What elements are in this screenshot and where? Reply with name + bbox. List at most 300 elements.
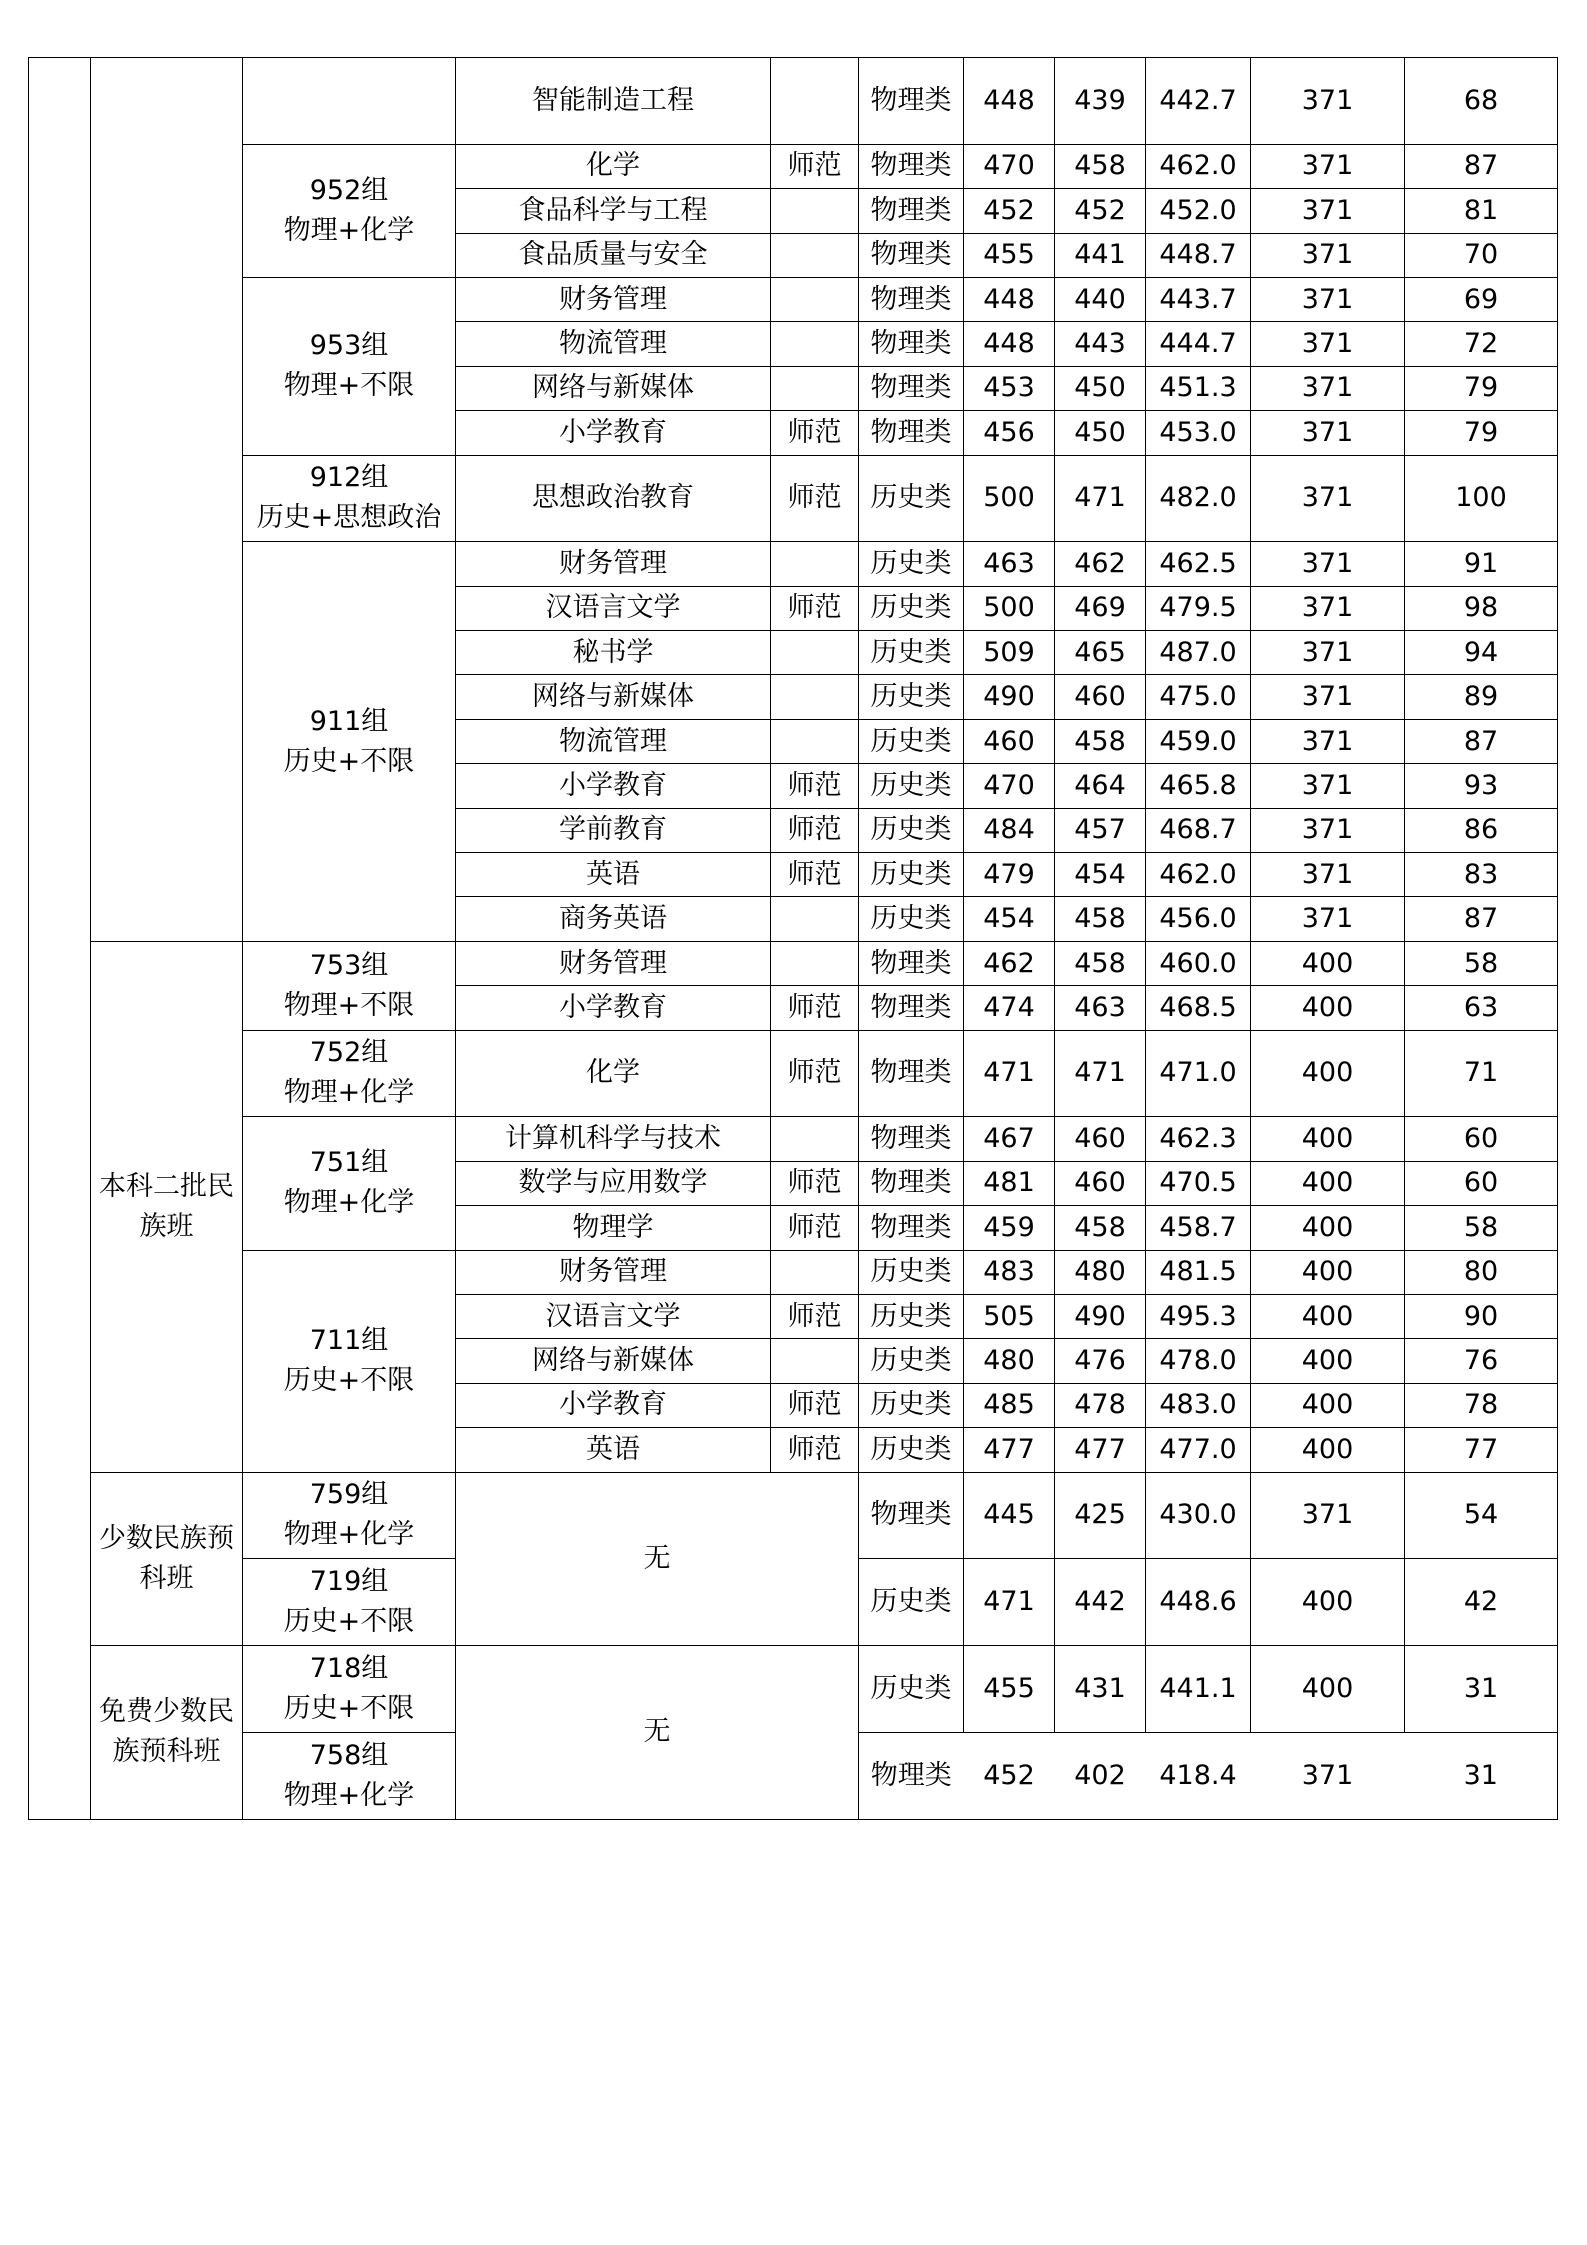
avg-score: 444.7 — [1146, 322, 1251, 366]
subject-type: 历史类 — [859, 764, 964, 808]
normal-tag: 师范 — [771, 1206, 859, 1250]
major-name: 学前教育 — [456, 808, 771, 852]
subject-type: 物理类 — [859, 411, 964, 455]
score-difference: 89 — [1405, 675, 1558, 719]
control-line: 371 — [1251, 897, 1405, 941]
min-score: 450 — [1055, 411, 1146, 455]
major-name: 网络与新媒体 — [456, 366, 771, 410]
normal-tag — [771, 1339, 859, 1383]
control-line: 371 — [1251, 366, 1405, 410]
major-name: 小学教育 — [456, 986, 771, 1030]
score-difference: 100 — [1405, 455, 1558, 542]
control-line: 371 — [1251, 586, 1405, 630]
group-cell — [243, 542, 456, 942]
avg-score: 462.0 — [1146, 853, 1251, 897]
group-subject: 物理+化学 — [283, 1187, 415, 1219]
table-row — [29, 1117, 1558, 1161]
group-subject: 物理+化学 — [283, 1519, 415, 1551]
min-score: 442 — [1055, 1559, 1146, 1646]
score-difference: 76 — [1405, 1339, 1558, 1383]
control-line: 371 — [1251, 853, 1405, 897]
major-name: 化学 — [456, 1030, 771, 1117]
subject-type: 物理类 — [859, 144, 964, 188]
subject-type: 历史类 — [859, 455, 964, 542]
major-name: 小学教育 — [456, 764, 771, 808]
min-score: 471 — [1055, 1030, 1146, 1117]
avg-score: 468.7 — [1146, 808, 1251, 852]
max-score: 500 — [964, 455, 1055, 542]
min-score: 440 — [1055, 277, 1146, 321]
subject-type: 历史类 — [859, 1339, 964, 1383]
group-subject: 物理+化学 — [283, 1779, 415, 1811]
score-difference: 90 — [1405, 1294, 1558, 1338]
control-line: 371 — [1251, 411, 1405, 455]
avg-score: 495.3 — [1146, 1294, 1251, 1338]
normal-tag: 师范 — [771, 1161, 859, 1205]
none-label-cell: 无 — [456, 1646, 859, 1820]
avg-score: 483.0 — [1146, 1383, 1251, 1427]
control-line: 371 — [1251, 631, 1405, 675]
group-subject: 历史+不限 — [283, 1365, 415, 1397]
subject-type: 历史类 — [859, 1559, 964, 1646]
subject-type: 历史类 — [859, 897, 964, 941]
major-name: 财务管理 — [456, 277, 771, 321]
subject-type: 历史类 — [859, 808, 964, 852]
max-score: 459 — [964, 1206, 1055, 1250]
group-subject: 物理+化学 — [283, 214, 415, 246]
control-line: 371 — [1251, 1472, 1405, 1559]
normal-tag — [771, 897, 859, 941]
normal-tag: 师范 — [771, 853, 859, 897]
normal-tag — [771, 675, 859, 719]
score-difference: 83 — [1405, 853, 1558, 897]
major-name: 物流管理 — [456, 322, 771, 366]
max-score: 477 — [964, 1428, 1055, 1472]
group-cell — [243, 1472, 456, 1559]
max-score: 481 — [964, 1161, 1055, 1205]
min-score: 463 — [1055, 986, 1146, 1030]
score-difference: 58 — [1405, 1206, 1558, 1250]
max-score: 462 — [964, 941, 1055, 985]
control-line: 371 — [1251, 1732, 1405, 1819]
normal-tag: 师范 — [771, 986, 859, 1030]
score-difference: 87 — [1405, 719, 1558, 763]
group-code: 759组 — [309, 1479, 389, 1511]
group-code: 719组 — [309, 1566, 389, 1598]
group-subject: 物理+不限 — [283, 989, 415, 1021]
min-score: 457 — [1055, 808, 1146, 852]
max-score: 448 — [964, 322, 1055, 366]
control-line: 371 — [1251, 144, 1405, 188]
major-name: 财务管理 — [456, 941, 771, 985]
table-row — [29, 542, 1558, 586]
max-score: 509 — [964, 631, 1055, 675]
control-line: 400 — [1251, 1339, 1405, 1383]
group-subject: 历史+思想政治 — [256, 502, 442, 534]
subject-type: 物理类 — [859, 941, 964, 985]
avg-score: 475.0 — [1146, 675, 1251, 719]
score-difference: 68 — [1405, 58, 1558, 145]
normal-tag: 师范 — [771, 764, 859, 808]
subject-type: 历史类 — [859, 853, 964, 897]
min-score: 469 — [1055, 586, 1146, 630]
normal-tag: 师范 — [771, 144, 859, 188]
control-line: 400 — [1251, 1250, 1405, 1294]
max-score: 467 — [964, 1117, 1055, 1161]
score-difference: 87 — [1405, 144, 1558, 188]
control-line: 371 — [1251, 719, 1405, 763]
score-difference: 81 — [1405, 189, 1558, 233]
major-name: 汉语言文学 — [456, 1294, 771, 1338]
max-score: 448 — [964, 277, 1055, 321]
avg-score: 459.0 — [1146, 719, 1251, 763]
control-line: 371 — [1251, 455, 1405, 542]
max-score: 445 — [964, 1472, 1055, 1559]
major-name: 商务英语 — [456, 897, 771, 941]
control-line: 400 — [1251, 1646, 1405, 1733]
max-score: 490 — [964, 675, 1055, 719]
avg-score: 442.7 — [1146, 58, 1251, 145]
normal-tag — [771, 941, 859, 985]
max-score: 460 — [964, 719, 1055, 763]
max-score: 452 — [964, 189, 1055, 233]
major-name: 物流管理 — [456, 719, 771, 763]
index-column-cell — [29, 58, 91, 1820]
score-difference: 91 — [1405, 542, 1558, 586]
group-code: 758组 — [309, 1739, 389, 1771]
avg-score: 478.0 — [1146, 1339, 1251, 1383]
major-name: 智能制造工程 — [456, 58, 771, 145]
group-code: 952组 — [309, 174, 389, 206]
subject-type: 物理类 — [859, 322, 964, 366]
min-score: 441 — [1055, 233, 1146, 277]
group-cell — [243, 144, 456, 277]
min-score: 439 — [1055, 58, 1146, 145]
max-score: 470 — [964, 144, 1055, 188]
major-name: 小学教育 — [456, 1383, 771, 1427]
normal-tag — [771, 233, 859, 277]
max-score: 484 — [964, 808, 1055, 852]
major-name: 数学与应用数学 — [456, 1161, 771, 1205]
score-difference: 69 — [1405, 277, 1558, 321]
max-score: 471 — [964, 1030, 1055, 1117]
avg-score: 451.3 — [1146, 366, 1251, 410]
normal-tag — [771, 277, 859, 321]
major-name: 英语 — [456, 1428, 771, 1472]
avg-score: 458.7 — [1146, 1206, 1251, 1250]
control-line: 371 — [1251, 808, 1405, 852]
avg-score: 456.0 — [1146, 897, 1251, 941]
subject-type: 历史类 — [859, 1646, 964, 1733]
avg-score: 468.5 — [1146, 986, 1251, 1030]
subject-type: 物理类 — [859, 233, 964, 277]
group-code: 911组 — [309, 705, 389, 737]
subject-type: 历史类 — [859, 1428, 964, 1472]
group-subject: 历史+不限 — [283, 1692, 415, 1724]
group-cell — [243, 1250, 456, 1472]
max-score: 455 — [964, 1646, 1055, 1733]
subject-type: 物理类 — [859, 366, 964, 410]
subject-type: 历史类 — [859, 675, 964, 719]
min-score: 450 — [1055, 366, 1146, 410]
subject-type: 物理类 — [859, 1161, 964, 1205]
subject-type: 历史类 — [859, 542, 964, 586]
avg-score: 471.0 — [1146, 1030, 1251, 1117]
group-code: 751组 — [309, 1147, 389, 1179]
avg-score: 453.0 — [1146, 411, 1251, 455]
score-difference: 72 — [1405, 322, 1558, 366]
group-cell — [243, 277, 456, 455]
table-row — [29, 144, 1558, 188]
control-line: 400 — [1251, 1206, 1405, 1250]
major-name: 思想政治教育 — [456, 455, 771, 542]
normal-tag: 师范 — [771, 1294, 859, 1338]
group-cell — [243, 941, 456, 1030]
score-difference: 31 — [1405, 1732, 1558, 1819]
min-score: 460 — [1055, 1117, 1146, 1161]
control-line: 400 — [1251, 1030, 1405, 1117]
avg-score: 465.8 — [1146, 764, 1251, 808]
min-score: 490 — [1055, 1294, 1146, 1338]
score-difference: 79 — [1405, 411, 1558, 455]
min-score: 465 — [1055, 631, 1146, 675]
normal-tag — [771, 1117, 859, 1161]
category-cell: 少数民族预科班 — [91, 1472, 243, 1646]
major-name: 网络与新媒体 — [456, 1339, 771, 1383]
avg-score: 477.0 — [1146, 1428, 1251, 1472]
control-line: 400 — [1251, 941, 1405, 985]
score-difference: 77 — [1405, 1428, 1558, 1472]
subject-type: 历史类 — [859, 586, 964, 630]
max-score: 470 — [964, 764, 1055, 808]
table-row — [29, 277, 1558, 321]
none-label-cell: 无 — [456, 1472, 859, 1646]
avg-score: 479.5 — [1146, 586, 1251, 630]
avg-score: 452.0 — [1146, 189, 1251, 233]
group-cell — [243, 1559, 456, 1646]
group-code: 718组 — [309, 1652, 389, 1684]
min-score: 460 — [1055, 675, 1146, 719]
min-score: 431 — [1055, 1646, 1146, 1733]
normal-tag: 师范 — [771, 1030, 859, 1117]
normal-tag — [771, 366, 859, 410]
control-line: 371 — [1251, 189, 1405, 233]
subject-type: 历史类 — [859, 1294, 964, 1338]
max-score: 480 — [964, 1339, 1055, 1383]
max-score: 483 — [964, 1250, 1055, 1294]
min-score: 443 — [1055, 322, 1146, 366]
score-difference: 86 — [1405, 808, 1558, 852]
normal-tag: 师范 — [771, 808, 859, 852]
normal-tag — [771, 189, 859, 233]
major-name: 网络与新媒体 — [456, 675, 771, 719]
major-name: 物理学 — [456, 1206, 771, 1250]
avg-score: 470.5 — [1146, 1161, 1251, 1205]
group-subject: 历史+不限 — [283, 1606, 415, 1638]
max-score: 479 — [964, 853, 1055, 897]
score-difference: 70 — [1405, 233, 1558, 277]
group-code: 711组 — [309, 1325, 389, 1357]
table-row — [29, 1646, 1558, 1689]
control-line: 400 — [1251, 1294, 1405, 1338]
normal-tag — [771, 58, 859, 145]
group-cell — [243, 1030, 456, 1117]
group-cell — [243, 1646, 456, 1733]
min-score: 471 — [1055, 455, 1146, 542]
score-difference: 60 — [1405, 1117, 1558, 1161]
table-row — [29, 1030, 1558, 1073]
normal-tag — [771, 542, 859, 586]
major-name: 秘书学 — [456, 631, 771, 675]
score-difference: 42 — [1405, 1559, 1558, 1646]
normal-tag: 师范 — [771, 455, 859, 542]
min-score: 425 — [1055, 1472, 1146, 1559]
avg-score: 430.0 — [1146, 1472, 1251, 1559]
group-cell — [243, 1117, 456, 1250]
min-score: 480 — [1055, 1250, 1146, 1294]
score-difference: 63 — [1405, 986, 1558, 1030]
normal-tag: 师范 — [771, 1383, 859, 1427]
group-cell — [243, 1732, 456, 1819]
major-name: 小学教育 — [456, 411, 771, 455]
subject-type: 历史类 — [859, 1250, 964, 1294]
control-line: 371 — [1251, 322, 1405, 366]
normal-tag: 师范 — [771, 1428, 859, 1472]
max-score: 452 — [964, 1732, 1055, 1819]
subject-type: 物理类 — [859, 1206, 964, 1250]
min-score: 458 — [1055, 1206, 1146, 1250]
normal-tag: 师范 — [771, 586, 859, 630]
subject-type: 物理类 — [859, 1030, 964, 1117]
avg-score: 487.0 — [1146, 631, 1251, 675]
avg-score: 448.7 — [1146, 233, 1251, 277]
control-line: 400 — [1251, 1117, 1405, 1161]
max-score: 456 — [964, 411, 1055, 455]
control-line: 400 — [1251, 1161, 1405, 1205]
major-name: 计算机科学与技术 — [456, 1117, 771, 1161]
subject-type: 历史类 — [859, 631, 964, 675]
subject-type: 物理类 — [859, 277, 964, 321]
major-name: 汉语言文学 — [456, 586, 771, 630]
table-row — [29, 1472, 1558, 1515]
avg-score: 462.3 — [1146, 1117, 1251, 1161]
min-score: 462 — [1055, 542, 1146, 586]
control-line: 371 — [1251, 277, 1405, 321]
table-row — [29, 941, 1558, 985]
max-score: 454 — [964, 897, 1055, 941]
score-difference: 58 — [1405, 941, 1558, 985]
subject-type: 物理类 — [859, 1117, 964, 1161]
min-score: 478 — [1055, 1383, 1146, 1427]
category-cell: 本科二批民族班 — [91, 941, 243, 1472]
score-difference: 94 — [1405, 631, 1558, 675]
subject-type: 物理类 — [859, 986, 964, 1030]
group-cell — [243, 455, 456, 542]
min-score: 477 — [1055, 1428, 1146, 1472]
min-score: 458 — [1055, 897, 1146, 941]
table-row — [29, 1250, 1558, 1294]
min-score: 458 — [1055, 144, 1146, 188]
subject-type: 物理类 — [859, 1472, 964, 1559]
score-difference: 31 — [1405, 1646, 1558, 1733]
control-line: 371 — [1251, 542, 1405, 586]
subject-type: 物理类 — [859, 58, 964, 145]
max-score: 448 — [964, 58, 1055, 145]
max-score: 500 — [964, 586, 1055, 630]
min-score: 458 — [1055, 941, 1146, 985]
score-difference: 54 — [1405, 1472, 1558, 1559]
subject-type: 物理类 — [859, 1732, 964, 1819]
control-line: 400 — [1251, 1383, 1405, 1427]
avg-score: 462.0 — [1146, 144, 1251, 188]
score-difference: 71 — [1405, 1030, 1558, 1117]
table-row — [29, 58, 1558, 101]
group-code: 753组 — [309, 949, 389, 981]
score-difference: 79 — [1405, 366, 1558, 410]
avg-score: 481.5 — [1146, 1250, 1251, 1294]
major-name: 食品质量与安全 — [456, 233, 771, 277]
score-difference: 93 — [1405, 764, 1558, 808]
control-line: 371 — [1251, 764, 1405, 808]
min-score: 460 — [1055, 1161, 1146, 1205]
group-code: 953组 — [309, 330, 389, 362]
avg-score: 482.0 — [1146, 455, 1251, 542]
control-line: 400 — [1251, 1559, 1405, 1646]
category-cell — [91, 58, 243, 942]
min-score: 464 — [1055, 764, 1146, 808]
group-subject: 物理+不限 — [283, 370, 415, 402]
control-line: 371 — [1251, 675, 1405, 719]
avg-score: 441.1 — [1146, 1646, 1251, 1733]
max-score: 485 — [964, 1383, 1055, 1427]
score-difference: 98 — [1405, 586, 1558, 630]
normal-tag — [771, 719, 859, 763]
table-row — [29, 455, 1558, 498]
control-line: 371 — [1251, 58, 1405, 145]
max-score: 474 — [964, 986, 1055, 1030]
major-name: 化学 — [456, 144, 771, 188]
major-name: 财务管理 — [456, 542, 771, 586]
group-code: 752组 — [309, 1037, 389, 1069]
min-score: 402 — [1055, 1732, 1146, 1819]
score-difference: 60 — [1405, 1161, 1558, 1205]
normal-tag — [771, 631, 859, 675]
score-difference: 78 — [1405, 1383, 1558, 1427]
table-body — [29, 58, 1558, 1820]
max-score: 505 — [964, 1294, 1055, 1338]
group-subject: 历史+不限 — [283, 745, 415, 777]
avg-score: 418.4 — [1146, 1732, 1251, 1819]
subject-type: 物理类 — [859, 189, 964, 233]
control-line: 371 — [1251, 233, 1405, 277]
normal-tag: 师范 — [771, 411, 859, 455]
max-score: 463 — [964, 542, 1055, 586]
avg-score: 448.6 — [1146, 1559, 1251, 1646]
group-cell — [243, 58, 456, 145]
admission-score-table — [28, 57, 1558, 1820]
control-line: 400 — [1251, 1428, 1405, 1472]
major-name: 英语 — [456, 853, 771, 897]
max-score: 453 — [964, 366, 1055, 410]
min-score: 454 — [1055, 853, 1146, 897]
control-line: 400 — [1251, 986, 1405, 1030]
category-cell: 免费少数民族预科班 — [91, 1646, 243, 1820]
min-score: 476 — [1055, 1339, 1146, 1383]
normal-tag — [771, 1250, 859, 1294]
major-name: 食品科学与工程 — [456, 189, 771, 233]
avg-score: 460.0 — [1146, 941, 1251, 985]
max-score: 455 — [964, 233, 1055, 277]
